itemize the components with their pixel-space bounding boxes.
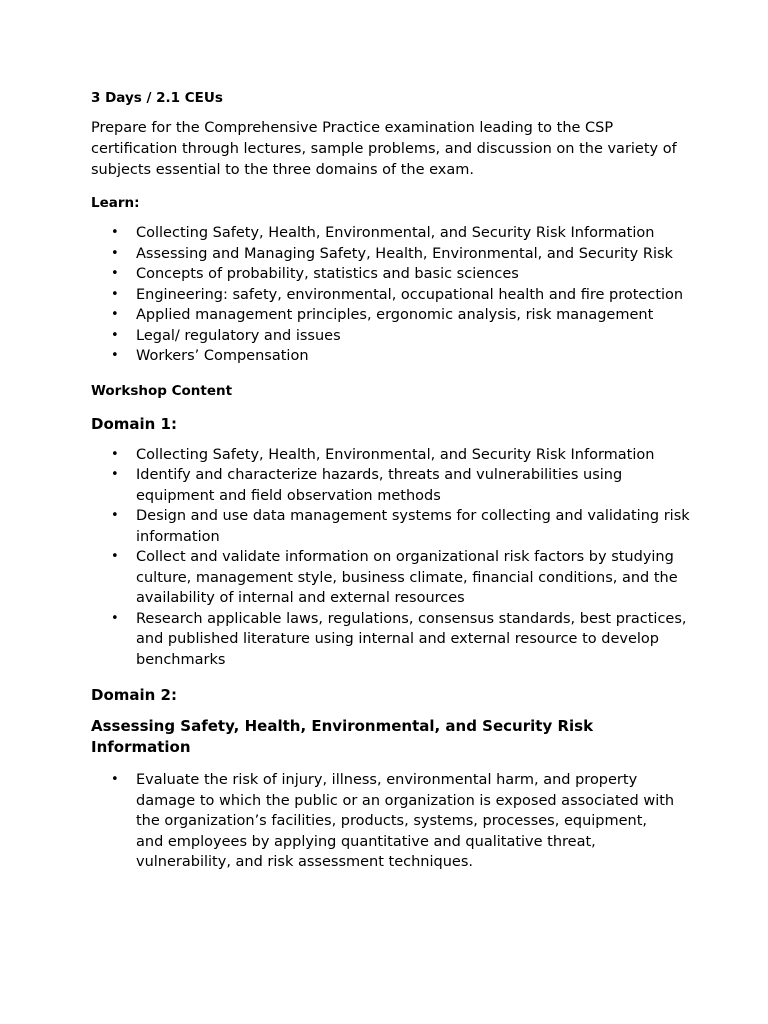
list-item-text: Design and use data management systems for collecting and validating risk information xyxy=(136,508,690,545)
bullet-icon: • xyxy=(111,467,119,482)
domain-1-list xyxy=(91,445,691,671)
list-item-text: Collecting Safety, Health, Environmental, and Security Risk Information xyxy=(136,446,655,463)
list-item xyxy=(91,465,691,506)
domain-2-list xyxy=(91,770,676,873)
list-item xyxy=(91,346,691,367)
bullet-icon: • xyxy=(111,307,119,322)
bullet-icon: • xyxy=(111,610,119,626)
course-duration: 3 Days / 2.1 CEUs xyxy=(91,90,223,106)
list-item-text: Research applicable laws, regulations, consensus standards, best practices, and published literature using internal and external resource to develop benchmarks xyxy=(136,610,687,668)
list-item xyxy=(91,770,676,873)
list-item xyxy=(91,264,691,285)
intro-paragraph: Prepare for the Comprehensive Practice examination leading to the CSP certification through lectures, sample problems, and discussion on the variety of subjects essential to the three domains of the exam. xyxy=(91,120,677,178)
bullet-icon: • xyxy=(111,446,119,462)
bullet-icon: • xyxy=(111,348,119,363)
list-item-text: Workers’ Compensation xyxy=(136,348,309,364)
list-item xyxy=(91,244,691,265)
bullet-icon: • xyxy=(111,327,119,343)
learn-list xyxy=(91,223,691,367)
bullet-icon: • xyxy=(111,508,119,523)
learn-heading: Learn: xyxy=(91,195,140,211)
list-item xyxy=(91,506,691,547)
domain-2-heading: Domain 2: xyxy=(91,686,177,704)
domain-1-heading: Domain 1: xyxy=(91,414,177,433)
list-item-text: Applied management principles, ergonomic analysis, risk management xyxy=(136,307,654,323)
list-item-text: Engineering: safety, environmental, occupational health and fire protection xyxy=(136,286,684,303)
list-item xyxy=(91,285,691,306)
bullet-icon: • xyxy=(111,245,119,261)
list-item-text: Concepts of probability, statistics and basic sciences xyxy=(136,266,519,282)
list-item xyxy=(91,445,691,466)
list-item-text: Evaluate the risk of injury, illness, environmental harm, and property damage to which the public or an organization is exposed associated with the organization’s facilities, products, systems, processes, equipment, and employees by applying quantitative and qualitative threat, vulnerability, and risk assessment techniques. xyxy=(136,772,675,870)
bullet-icon: • xyxy=(111,266,119,281)
list-item-text: Legal/ regulatory and issues xyxy=(136,327,341,344)
domain-2-subheading: Assessing Safety, Health, Environmental, and Security Risk Information xyxy=(91,717,594,756)
list-item xyxy=(91,305,691,326)
bullet-icon: • xyxy=(111,772,119,787)
list-item xyxy=(91,223,691,244)
bullet-icon: • xyxy=(111,286,119,302)
list-item-text: Assessing and Managing Safety, Health, Environmental, and Security Risk xyxy=(136,245,673,262)
list-item xyxy=(91,547,691,609)
document-page xyxy=(91,88,691,873)
list-item-text: Collect and validate information on organizational risk factors by studying culture, management style, business climate, financial conditions, and the availability of internal and external resources xyxy=(136,549,678,606)
list-item xyxy=(91,326,691,347)
list-item xyxy=(91,609,691,671)
list-item-text: Collecting Safety, Health, Environmental, and Security Risk Information xyxy=(136,225,655,241)
list-item-text: Identify and characterize hazards, threats and vulnerabilities using equipment and field observation methods xyxy=(136,467,623,504)
workshop-heading: Workshop Content xyxy=(91,382,233,399)
bullet-icon: • xyxy=(111,549,119,564)
bullet-icon: • xyxy=(111,225,119,240)
